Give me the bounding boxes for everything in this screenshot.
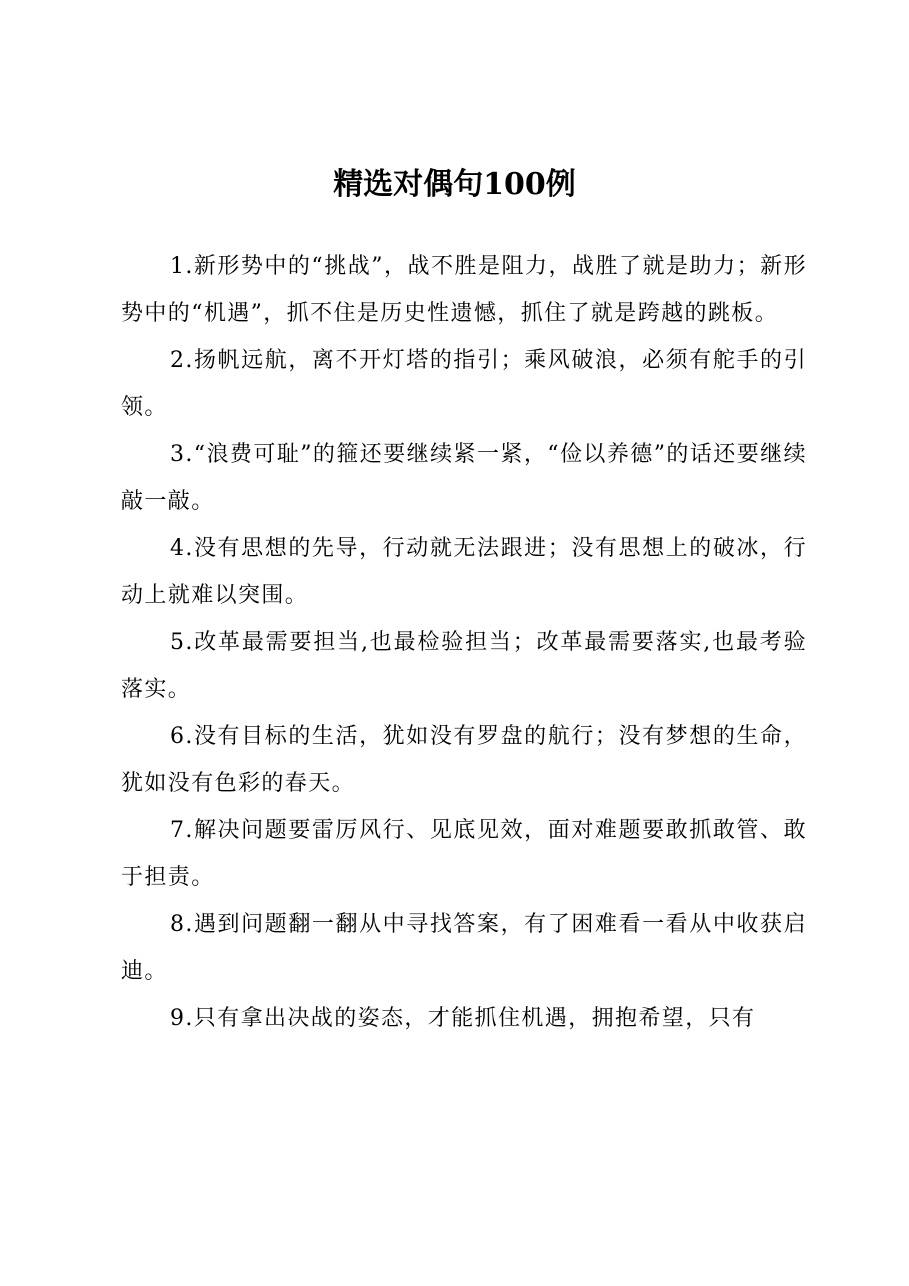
document-title: 精选对偶句100例 xyxy=(333,167,576,202)
paragraph-7: 7.解决问题要雷厉风行、见底见效，面对难题要敢抓敢管、敢于担责。 xyxy=(121,818,807,890)
paragraph-6: 6.没有目标的生活，犹如没有罗盘的航行；没有梦想的生命，犹如没有色彩的春天。 xyxy=(121,724,807,796)
paragraph-1: 1.新形势中的“挑战”，战不胜是阻力，战胜了就是助力；新形势中的“机遇”，抓不住是历史性遗憾，抓住了就是跨越的跳板。 xyxy=(121,254,807,326)
paragraph-2: 2.扬帆远航，离不开灯塔的指引；乘风破浪，必须有舵手的引领。 xyxy=(121,348,807,420)
paragraph-8: 8.遇到问题翻一翻从中寻找答案，有了困难看一看从中收获启迪。 xyxy=(121,912,807,984)
paragraph-4: 4.没有思想的先导，行动就无法跟进；没有思想上的破冰，行动上就难以突围。 xyxy=(121,536,807,608)
document-body xyxy=(121,243,807,1042)
paragraph-5: 5.改革最需要担当,也最检验担当；改革最需要落实,也最考验落实。 xyxy=(121,630,807,702)
paragraph-9: 9.只有拿出决战的姿态，才能抓住机遇，拥抱希望，只有 xyxy=(170,1006,756,1031)
paragraph-3: 3.“浪费可耻”的箍还要继续紧一紧，“俭以养德”的话还要继续敲一敲。 xyxy=(121,442,807,514)
